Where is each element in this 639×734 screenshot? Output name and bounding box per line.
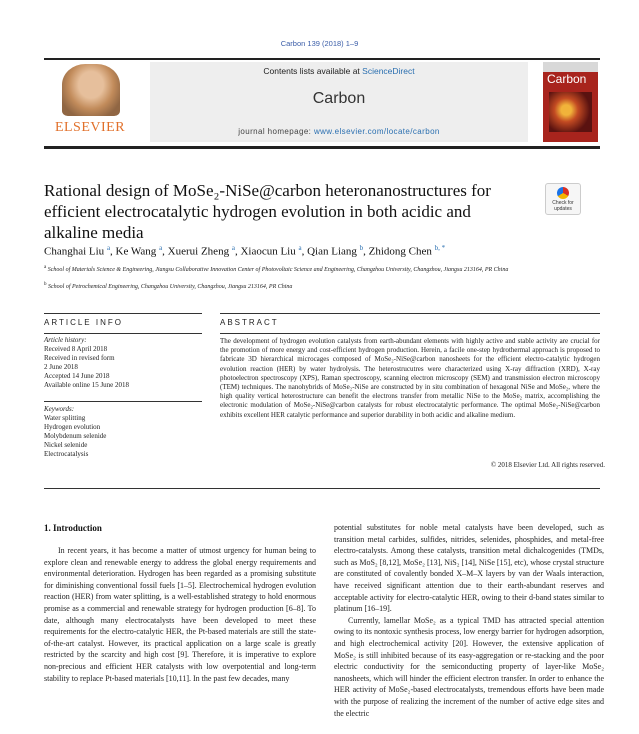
history-item: Accepted 14 June 2018 bbox=[44, 372, 110, 380]
article-title: Rational design of MoSe₂-NiSe@carbon heteronanostructures for efficient electrocatalytic hydrogen evolution in both acidic and alkaline media bbox=[44, 181, 491, 242]
header-rule-bottom bbox=[44, 146, 600, 149]
author-name[interactable]: Xiaocun Liu bbox=[240, 245, 299, 258]
author-affiliation-marker: a bbox=[159, 244, 163, 252]
intro-paragraph-1: In recent years, it has become a matter of utmost urgency for human being to explore clean and renewable energy to address the global energy requirements and environmental deterioration. Hydrogen has been regarded as a promising substitute for diminishing conventional fossil fuels [1–5]. Electrochemical hydrogen evolution reaction (HER) from water splitting, is a well-established strategy to hold enormous promise as a commercial and renewable strategy for hydrogen production [6–8]. To date, although many electrocatalysts have been developed to meet these requirements for the electro-catalytic HER, the Pt-based materials are still the state-of-the-art catalyst. However, its practical application on a large scale is greatly restricted by the scarcity and high cost [9]. Therefore, it is imperative to explore non-precious and efficient HER catalysts with low overpotential and long-term stability to replace Pt-based materials [10,11]. In the past few decades, many bbox=[44, 546, 316, 683]
article-info-rule bbox=[44, 313, 202, 314]
intro-paragraph-2: potential substitutes for noble metal catalysts have been developed, such as transition metal carbides, sulfides, nitrides, selenides, phosphides, and metal-free electro-catalysts. Among these catalysts, transition metal dichalcogenides (TMDs, such as MoS₂ [8,12], MoSe₂ [13], NiS₂ [14], NiSe [15], etc), whose crystal structure are constituted of covalently bonded X–M–X layers by van der Waals interaction, have received significant attention due to their earth-abundant reserves and acceptable activity for electro-catalytic HER, owing to their d-band states similar to platinum [16–19]. bbox=[334, 523, 604, 614]
article-info-rule-2 bbox=[44, 333, 202, 334]
affiliation-text: School of Materials Science & Engineering, Jiangsu Collaborative Innovation Center of Photovoltaic Science and Engineering, Changzhou University, Changzhou, Jiangsu 213164, PR China bbox=[47, 267, 509, 273]
copyright-notice: © 2018 Elsevier Ltd. All rights reserved. bbox=[490, 461, 605, 469]
cover-band bbox=[543, 62, 598, 72]
cover-artwork bbox=[549, 92, 592, 132]
contents-prefix: Contents lists available at bbox=[263, 66, 363, 76]
homepage-prefix: journal homepage: bbox=[238, 127, 314, 136]
author-name[interactable]: Ke Wang bbox=[115, 245, 160, 258]
author-name[interactable]: Zhidong Chen bbox=[368, 245, 435, 258]
check-for-updates-label: Check for updates bbox=[552, 200, 574, 212]
author-name[interactable]: Xuerui Zheng bbox=[167, 245, 232, 258]
author-list: Changhai Liu $^a$, Ke Wang $^a$, Xuerui Zheng $^a$, Xiaocun Liu $^a$, Qian Liang $^b$, Zhidong Chen $^{b, *}$ bbox=[44, 244, 446, 258]
abstract-text: The development of hydrogen evolution catalysts from earth-abundant elements with highly active and stable activity are crucial for the promotion of more energy and cost-efficient hydrogen production. Herein, a facile one-step hydrothermal approach is proposed to fabricate 3D hierarchical microcages composed of MoSe₂-NiSe@carbon nanosheets for the efficient electro-catalytic hydrogen evolution reaction (HER) by water hydrolysis. The heterostrucutres were characterized using X-ray diffraction (XRD), X-ray photoelectron spectroscopy (XPS), Raman spectroscopy, scanning electron microscopy (SEM) and transmission electron microscopy (TEM) techniques. The nanohybrids of MoSe₂-NiSe are constructed by in situ combination of hexagonal NiSe and MoSe₂, where the high quality vertical heterostructure can benefit the electrons transfer from metallic NiSe to the MoSe₂ matrix, accomplishing the electronic modulation of MoSe₂-NiSe@carbon catalysts for robust electrocatalytic performance. The optimal MoSe₂-NiSe@carbon exhibits excellent HER catalytic performance and superior durability in both acidic and alkaline medium. bbox=[220, 337, 600, 419]
author-affiliation-marker: a bbox=[106, 244, 111, 252]
history-item: Received 8 April 2018 bbox=[44, 345, 108, 353]
author-name[interactable]: Qian Liang bbox=[307, 245, 360, 258]
crossmark-icon bbox=[557, 187, 569, 199]
history-item: Available online 15 June 2018 bbox=[44, 381, 130, 389]
journal-title: Carbon bbox=[312, 90, 366, 107]
affiliation-text: School of Petrochemical Engineering, Changzhou University, Changzhou, Jiangsu 213164, PR China bbox=[48, 284, 293, 290]
keyword-item: Molybdenum selenide bbox=[44, 432, 107, 440]
article-history bbox=[44, 336, 202, 390]
journal-reference: Carbon 139 (2018) 1–9 bbox=[280, 39, 359, 48]
check-for-updates-button[interactable] bbox=[545, 183, 581, 215]
author-affiliation-marker: b, * bbox=[434, 244, 446, 252]
author-affiliation-marker: a bbox=[231, 244, 235, 252]
elsevier-tree-icon bbox=[62, 64, 120, 116]
affiliation-marker: a bbox=[44, 265, 47, 270]
affiliation-b bbox=[44, 282, 600, 290]
history-label: Article history: bbox=[44, 336, 87, 344]
keyword-item: Nickel selenide bbox=[44, 441, 88, 449]
abstract-heading: ABSTRACT bbox=[220, 318, 279, 327]
front-matter-bottom-rule bbox=[44, 488, 600, 489]
author-name[interactable]: Changhai Liu bbox=[44, 245, 107, 258]
abstract-rule bbox=[220, 313, 600, 314]
keyword-item: Electrocatalysis bbox=[44, 450, 89, 458]
elsevier-logo bbox=[44, 62, 136, 142]
keyword-item: Water splitting bbox=[44, 414, 86, 422]
cover-title: Carbon bbox=[547, 72, 587, 86]
sciencedirect-link[interactable]: ScienceDirect bbox=[362, 66, 415, 76]
history-item: 2 June 2018 bbox=[44, 363, 78, 371]
abstract-rule-2 bbox=[220, 333, 600, 334]
keywords-rule bbox=[44, 401, 202, 402]
affiliation-marker: b bbox=[44, 282, 47, 287]
affiliation-a bbox=[44, 265, 600, 273]
keyword-item: Hydrogen evolution bbox=[44, 423, 101, 431]
publisher-name: ELSEVIER bbox=[54, 120, 126, 135]
author-affiliation-marker: b bbox=[359, 244, 364, 252]
header-rule-top bbox=[44, 58, 600, 60]
homepage-link[interactable]: www.elsevier.com/locate/carbon bbox=[313, 127, 440, 136]
contents-line bbox=[150, 66, 528, 76]
journal-cover-image bbox=[543, 62, 598, 142]
introduction-heading: 1. Introduction bbox=[44, 523, 102, 533]
homepage-line bbox=[150, 127, 528, 136]
intro-column-right bbox=[334, 522, 604, 719]
author-affiliation-marker: a bbox=[298, 244, 302, 252]
keywords-label: Keywords: bbox=[44, 405, 75, 413]
history-item: Received in revised form bbox=[44, 354, 115, 362]
intro-paragraph-3: Currently, lamellar MoSe₂ as a typical TMD has attracted special attention owing to its nontoxic synthesis process, low energy barrier for hydrogen adsorption, and high electrochemical activity [20]. However, the extensive application of MoSe₂ is still inhibited because of its easy-aggregation or re-stacking and the poor electric conductivity for the semiconducting property of layer-like MoSe₂ nanosheets, which will hinder the efficient electron transfer. In order to enhance the HER activity of MoSe₂-based electrocatalysts, tremendous efforts have been made with the purpose of realizing the increment of the number of active edge sites and the electric bbox=[334, 615, 604, 718]
intro-column-left bbox=[44, 545, 316, 684]
article-info-heading: ARTICLE INFO bbox=[44, 318, 123, 327]
keywords bbox=[44, 405, 202, 459]
